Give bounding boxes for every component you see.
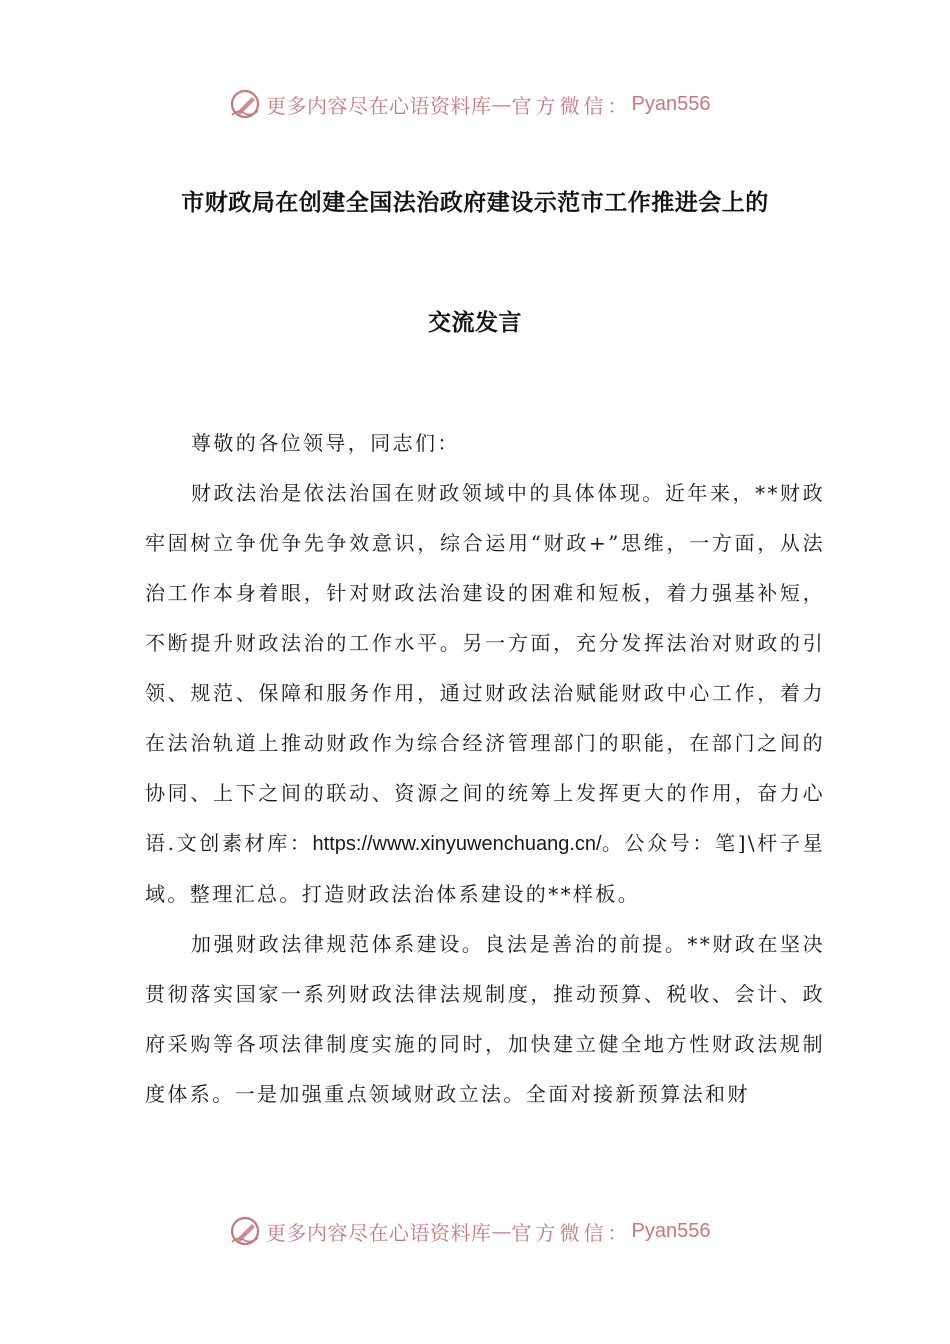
watermark-dash: —: [491, 92, 512, 116]
watermark-dash: —: [491, 1219, 512, 1243]
watermark-banner-top: [228, 84, 710, 124]
watermark-wechat-id: Pyan556: [631, 92, 711, 115]
watermark-main-text: 更多内容尽在心语资料库: [266, 1220, 492, 1245]
pen-logo-icon: [228, 1214, 262, 1248]
paragraph-1-text-a: 财政法治是依法治国在财政领域中的具体体现。近年来，**财政牢固树立争优争先争效意识，综合运用“财政+”思维，一方面，从法治工作本身着眼，针对财政法治建设的困难和短板，着力强基补短，不断提升财政法治的工作水平。另一方面，充分发挥法治对财政的引领、规范、保障和服务作用，通过财政法治赋能财政中心工作，着力在法治轨道上推动财政作为综合经济管理部门的职能，在部门之间的协同、上下之间的联动、资源之间的统筹上发挥更大的作用，奋力心语.文创素材库：: [145, 481, 825, 855]
watermark-wechat-id: Pyan556: [631, 1219, 711, 1242]
document-body: [145, 418, 825, 1119]
paragraph-1: [145, 468, 825, 919]
paragraph-1-text-b: 。公众号：笔]\杆子星域。整理汇总。打造财政法治体系建设的**样板。: [145, 831, 825, 906]
paragraph-2: 加强财政法律规范体系建设。良法是善治的前提。**财政在坚决贯彻落实国家一系列财政法律法规制度，推动预算、税收、会计、政府采购等各项法律制度实施的同时，加快建立健全地方性财政法规制度体系。一是加强重点领域财政立法。全面对接新预算法和财: [145, 932, 825, 1106]
salutation: 尊敬的各位领导，同志们：: [191, 431, 460, 455]
source-url: https://www.xinyuwenchuang.cn/: [312, 833, 602, 855]
watermark-wechat-label: 官方微信：: [511, 1220, 632, 1245]
pen-logo-icon: [228, 87, 262, 121]
watermark-main-text: 更多内容尽在心语资料库: [266, 93, 492, 118]
document-title-line-1: 市财政局在创建全国法治政府建设示范市工作推进会上的: [181, 190, 769, 216]
watermark-wechat-label: 官方微信：: [511, 93, 632, 118]
watermark-banner-bottom: [228, 1211, 710, 1251]
document-title-line-2: 交流发言: [428, 310, 522, 336]
